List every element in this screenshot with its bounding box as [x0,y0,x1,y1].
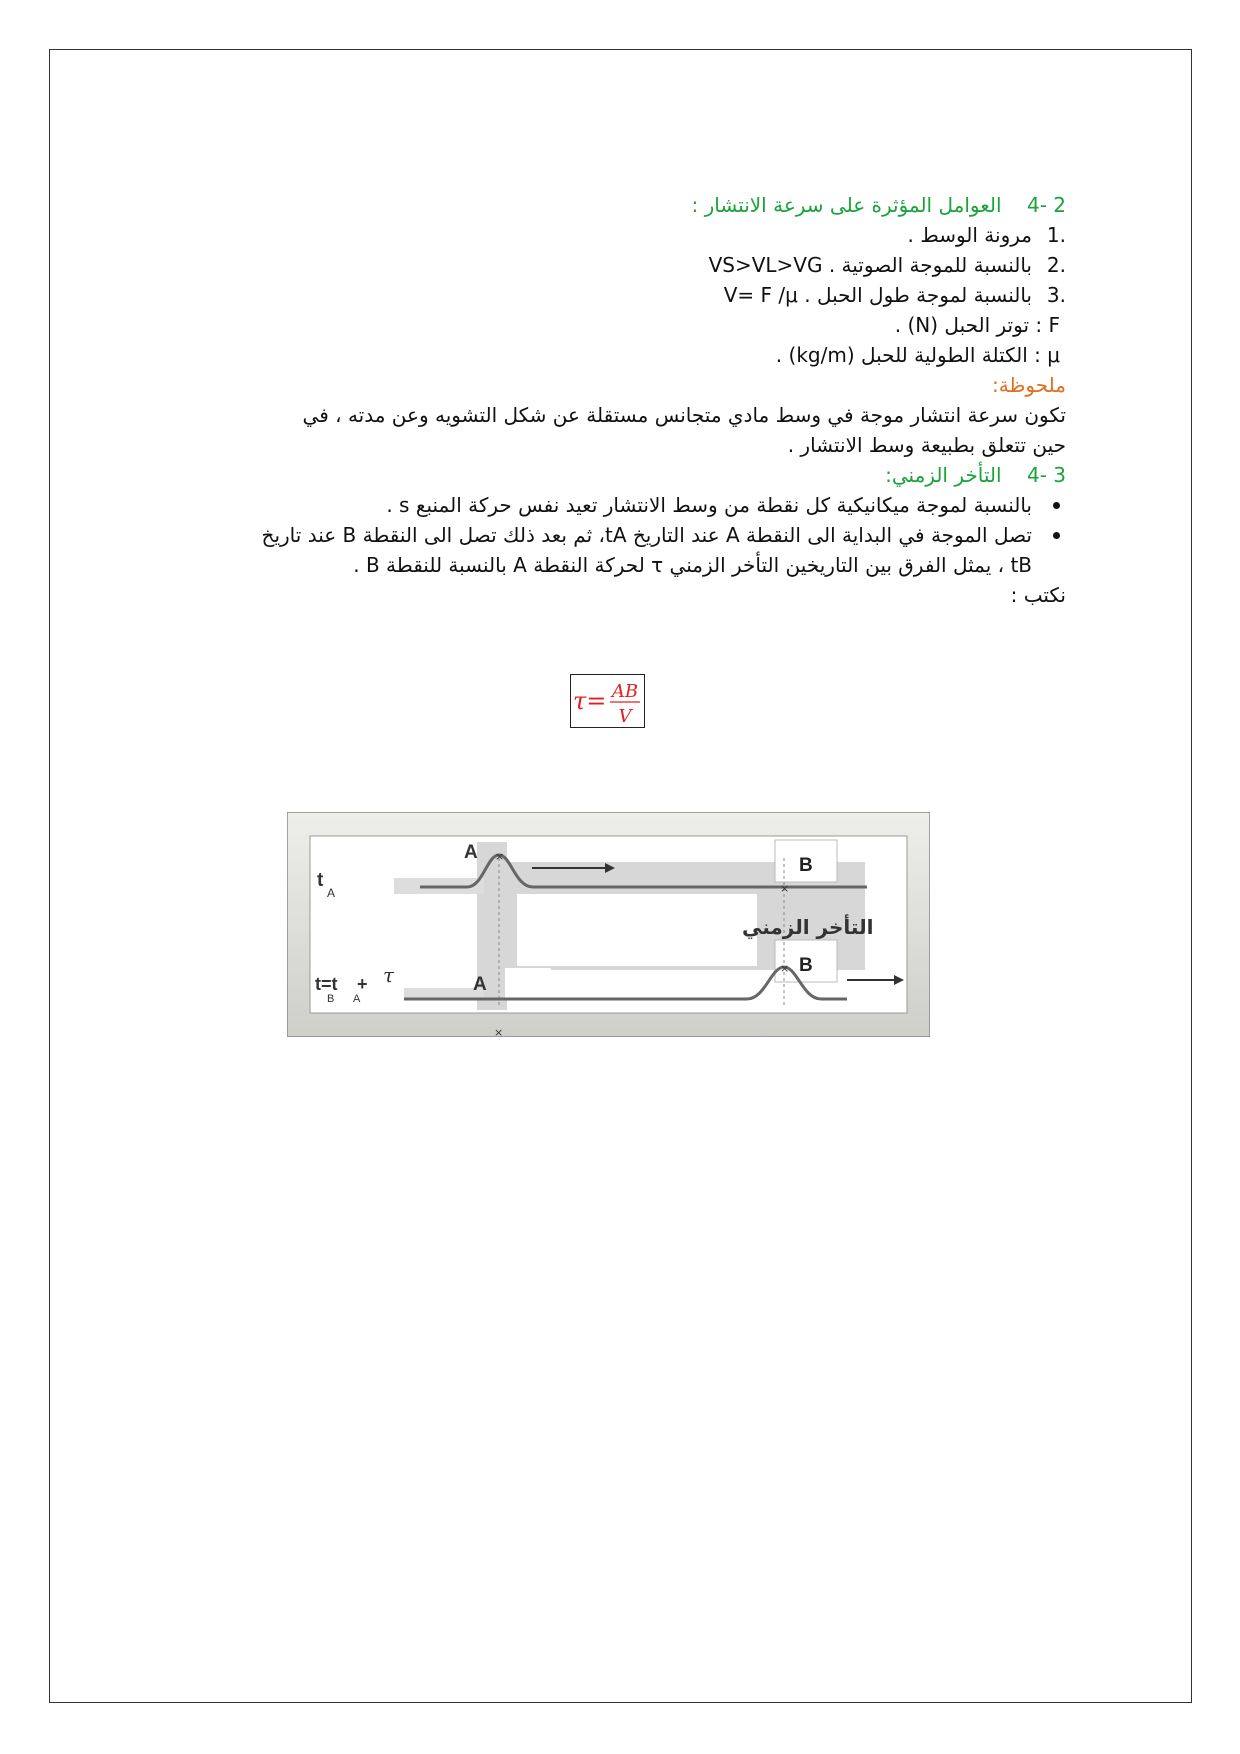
note-label: ملحوظة: [992,373,1066,397]
label-t-sub-a: A [327,886,336,900]
time-delay-figure [287,812,930,1037]
list-number: .2 [1046,253,1066,277]
section-2-number: 2 -4 [1026,193,1066,217]
sound-speed-formula: VS>VL>VG . [708,253,836,277]
marker-a-top: × [495,850,505,863]
label-b-bottom: B [799,955,813,976]
bullet-item-2: تصل الموجة في البداية الى النقطة A عند التاريخ tA، ثم بعد ذلك تصل الى النقطة B عند تاريخ [170,520,1066,550]
label-tb-sub-a: A [353,993,361,1005]
bullet-item-2-continued: tB ، يمثل الفرق بين التاريخين التأخر الزمني τ لحركة النقطة A بالنسبة للنقطة B . [353,553,1032,577]
label-tb: t=t [315,974,338,994]
list-item-3: .3 بالنسبة لموجة طول الحبل V= F /μ . [170,280,1066,310]
list-number: .1 [1046,223,1066,247]
delay-label: التأخر الزمني [742,915,874,939]
section-2-title: العوامل المؤثرة على سرعة الانتشار : [691,193,1002,217]
formula-lhs: τ= [573,687,607,715]
label-tau: τ [383,963,395,987]
list-item-2: .2 بالنسبة للموجة الصوتية VS>VL>VG . [170,250,1066,280]
list-item-1: .1 مرونة الوسط . [170,220,1066,250]
bullet-icon [1053,502,1060,509]
definition-mu: μ : الكتلة الطولية للحبل (kg/m) . [775,343,1060,367]
label-plus: + [357,974,368,994]
label-a-top: A [464,842,478,863]
label-t: t [317,870,324,891]
marker-b-top: × [780,882,790,895]
definition-f: F : توتر الحبل (N) . [894,313,1060,337]
rope-speed-formula: V= F /μ . [723,283,811,307]
label-tb-sub-b: B [327,993,335,1005]
write-label: نكتب : [1010,583,1066,607]
list-number: .3 [1046,283,1066,307]
note-text-line-2: حين تتعلق بطبيعة وسط الانتشار . [787,433,1066,457]
section-3-title: التأخر الزمني: [885,463,1002,487]
section-3-number: 3 -4 [1026,463,1066,487]
marker-a-bottom: × [494,1026,504,1037]
document-body [170,190,1066,610]
label-a-bottom: A [473,974,487,995]
label-b-top: B [799,855,813,876]
bullet-item-1: بالنسبة لموجة ميكانيكية كل نقطة من وسط الانتشار تعيد نفس حركة المنبع s . [170,490,1066,520]
formula-denominator: V [618,706,632,726]
delay-formula-box [570,674,645,728]
section-3-heading [170,460,1066,490]
delay-label-box [517,894,757,966]
label-a-bottom-box [505,968,551,998]
section-2-heading [170,190,1066,220]
bullet-icon [1053,532,1060,539]
marker-b-bottom: × [780,962,790,975]
formula-numerator: AB [611,681,639,702]
note-text-line-1: تكون سرعة انتشار موجة في وسط مادي متجانس مستقلة عن شكل التشويه وعن مدته ، في [302,403,1066,427]
